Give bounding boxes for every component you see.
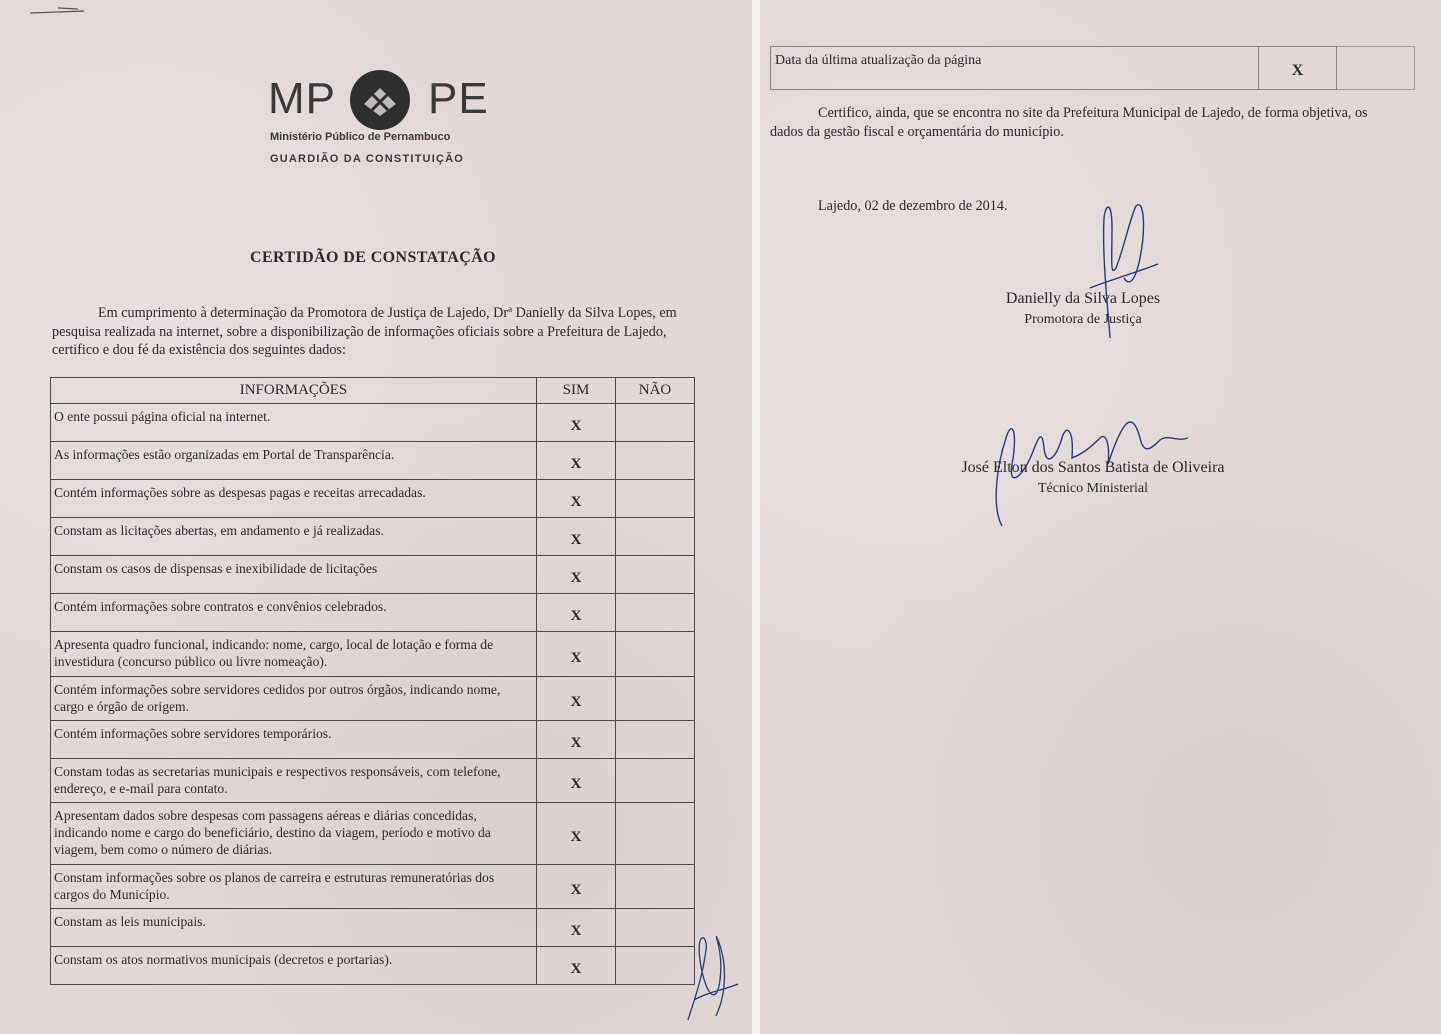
logo-institution: Ministério Público de Pernambuco [270,131,451,143]
table-row [51,632,695,677]
certify-paragraph [770,104,1380,142]
row-description: Constam os atos normativos municipais (decretos e portarias). [51,947,537,985]
document-page-right [760,0,1441,1034]
row-nao-mark [616,404,695,442]
last-update-table [770,46,1415,90]
row-description: Constam todas as secretarias municipais e respectivos responsáveis, com telefone, endereço, e e-mail para contato. [51,759,537,803]
row-description: O ente possui página oficial na internet. [51,404,537,442]
row-description: As informações estão organizadas em Portal de Transparência. [51,442,537,480]
row-nao-mark [616,556,695,594]
table-row [51,803,695,865]
last-update-mark: X [1259,47,1337,90]
row-sim-mark: X [537,594,616,632]
signatory-1-role: Promotora de Justiça [1024,312,1142,327]
row-nao-mark [616,480,695,518]
date-line: Lajedo, 02 de dezembro de 2014. [818,198,1008,214]
table-row [51,721,695,759]
row-description: Apresenta quadro funcional, indicando: nome, cargo, local de lotação e forma de investidura (concurso público ou livre nomeação). [51,632,537,677]
row-sim-mark: X [537,759,616,803]
table-row [51,556,695,594]
signatory-1-name: Danielly da Silva Lopes [1005,290,1161,307]
row-description: Contém informações sobre contratos e convênios celebrados. [51,594,537,632]
table-row [51,404,695,442]
intro-text: Em cumprimento à determinação da Promotora de Justiça de Lajedo, Drª Danielly da Silva Lopes, em pesquisa realizada na internet, sobre a disponibilização de informações oficiais sobre a Prefeitura de Lajedo, certifico e dou fé da existência dos seguintes dados: [52,305,677,358]
row-sim-mark: X [537,947,616,985]
row-description: Constam as licitações abertas, em andamento e já realizadas. [51,518,537,556]
last-update-empty-cell [1337,47,1415,90]
table-row [51,947,695,985]
table-row [51,594,695,632]
row-nao-mark [616,442,695,480]
intro-paragraph [52,304,692,360]
table-row [51,865,695,909]
document-title: CERTIDÃO DE CONSTATAÇÃO [250,249,496,266]
row-description: Constam as leis municipais. [51,909,537,947]
row-description: Constam informações sobre os planos de carreira e estruturas remuneratórias dos cargos do Município. [51,865,537,909]
table-row [51,518,695,556]
table-row [51,677,695,721]
row-sim-mark: X [537,480,616,518]
row-nao-mark [616,865,695,909]
row-description: Constam os casos de dispensas e inexibilidade de licitações [51,556,537,594]
row-description: Contém informações sobre servidores cedidos por outros órgãos, indicando nome, cargo e órgão de origem. [51,677,537,721]
row-sim-mark: X [537,865,616,909]
page-gutter [752,0,760,1034]
signatory-2-name: José Elton dos Santos Batista de Oliveira [961,459,1225,476]
row-sim-mark: X [537,721,616,759]
signatory-2-role: Técnico Ministerial [1037,481,1149,496]
logo-emblem [350,70,410,130]
row-sim-mark: X [537,404,616,442]
row-nao-mark [616,721,695,759]
header-informacoes: INFORMAÇÕES [51,378,537,404]
row-description: Apresentam dados sobre despesas com passagens aéreas e diárias concedidas, indicando nome e cargo do beneficiário, destino da viagem, período e motivo da viagem, bem como o número de diárias. [51,803,537,865]
table-row [51,759,695,803]
row-sim-mark: X [537,442,616,480]
table-row [51,909,695,947]
row-sim-mark: X [537,518,616,556]
row-sim-mark: X [537,909,616,947]
row-nao-mark [616,803,695,865]
row-nao-mark [616,518,695,556]
header-sim: SIM [537,378,616,404]
row-sim-mark: X [537,556,616,594]
row-sim-mark: X [537,803,616,865]
logo-motto: GUARDIÃO DA CONSTITUIÇÃO [270,153,464,165]
corner-mark [28,6,88,18]
row-description: Contém informações sobre as despesas pagas e receitas arrecadadas. [51,480,537,518]
information-table [50,377,695,985]
row-nao-mark [616,677,695,721]
row-nao-mark [616,632,695,677]
logo-text-pe: PE [428,74,489,123]
mppe-logo [262,60,492,170]
last-update-row [771,47,1415,90]
row-description: Contém informações sobre servidores temporários. [51,721,537,759]
initials-signature [676,920,746,1030]
last-update-label: Data da última atualização da página [771,47,1259,90]
table-header-row [51,378,695,404]
row-sim-mark: X [537,677,616,721]
table-row [51,442,695,480]
row-nao-mark [616,759,695,803]
row-sim-mark: X [537,632,616,677]
certify-text: Certifico, ainda, que se encontra no site da Prefeitura Municipal de Lajedo, de forma objetiva, os dados da gestão fiscal e orçamentária do município. [770,105,1368,140]
logo-text-mp: MP [268,74,336,123]
table-row [51,480,695,518]
row-nao-mark [616,594,695,632]
header-nao: NÃO [616,378,695,404]
